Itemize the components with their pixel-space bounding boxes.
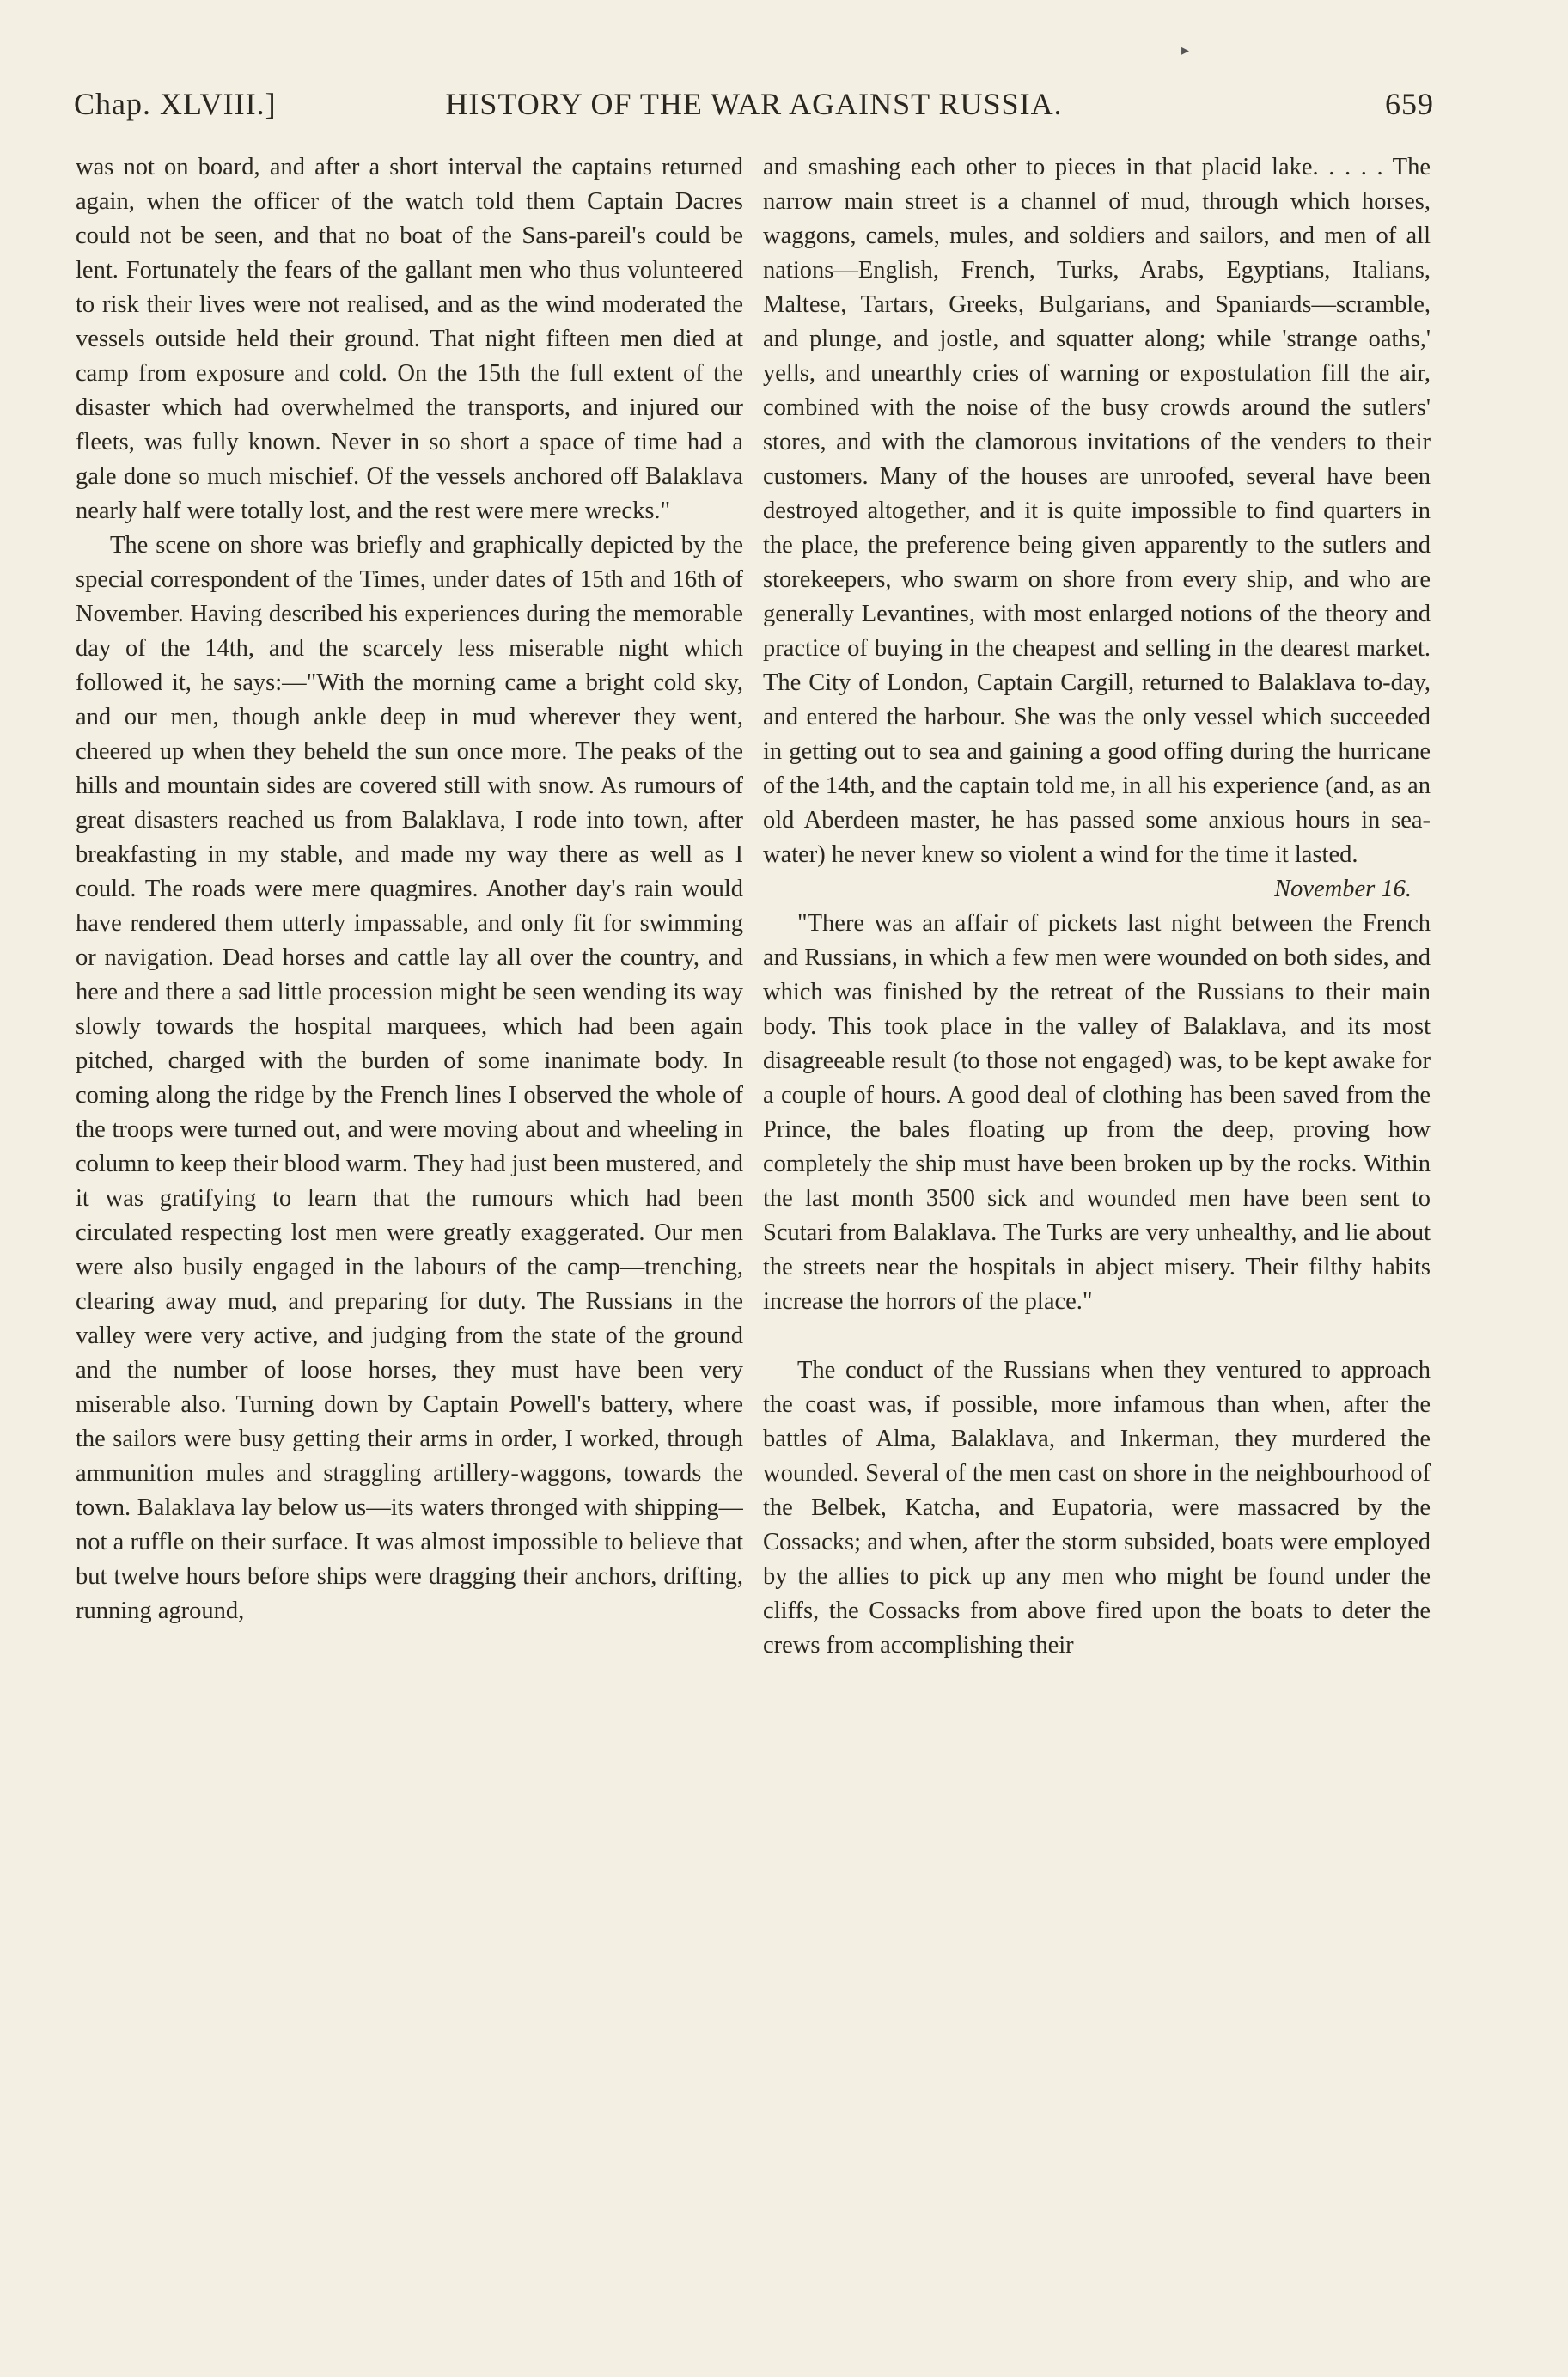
paragraph-spacer xyxy=(763,1319,1431,1353)
paragraph: was not on board, and after a short interval the captains returned again, when the officer of the watch told them Captain Dacres could not be seen, and that no boat of the Sans-pareil's could be lent. Fortunately the fears of the gallant men who thus volunteered to risk their lives were not realised, and as the wind moderated the vessels outside held their ground. That night fifteen men died at camp from exposure and cold. On the 15th the full extent of the disaster which had overwhelmed the transports, and injured our fleets, was fully known. Never in so short a space of time had a gale done so much mischief. Of the vessels anchored off Balaklava nearly half were totally lost, and the rest were mere wrecks." xyxy=(76,154,743,524)
left-column xyxy=(76,150,743,2256)
paragraph: The scene on shore was briefly and graphically depicted by the special correspondent of the Times, under dates of 15th and 16th of November. Having described his experiences during the memorable day of the 14th, and the scarcely less miserable night which followed it, he says:—"With the morning came a bright cold sky, and our men, though ankle deep in mud wherever they went, cheered up when they beheld the sun once more. The peaks of the hills and mountain sides are covered still with snow. As rumours of great disasters reached us from Balaklava, I rode into town, after breakfasting in my stable, and made my way there as well as I could. The roads were mere quagmires. Another day's rain would have rendered them utterly impassable, and only fit for swimming or navigation. Dead horses and cattle lay all over the country, and here and there a sad little procession might be seen wending its way slowly towards the hospital marquees, which had been again pitched, charged with the burden of some inanimate body. In coming along the ridge by the French lines I observed the whole of the troops were turned out, and were moving about and wheeling in column to keep their blood warm. They had just been mustered, and it was gratifying to learn that the rumours which had been circulated respecting lost men were greatly exaggerated. Our men were also busily engaged in the labours of the camp—trenching, clearing away mud, and preparing for duty. The Russians in the valley were very active, and judging from the state of the ground and the number of loose horses, they must have been very miserable also. Turning down by Captain Powell's battery, where the sailors were busy getting their arms in order, I worked, through ammunition mules and straggling artillery-waggons, towards the town. Balaklava lay below us—its waters thronged with shipping—not a ruffle on their surface. It was almost impossible to believe that but twelve hours before ships were dragging their anchors, drifting, running aground, xyxy=(76,532,743,1624)
right-column xyxy=(763,150,1431,2256)
chapter-label: Chap. XLVIII.] xyxy=(74,87,277,121)
dateline: November 16. xyxy=(1274,876,1412,902)
running-header xyxy=(74,86,1434,137)
paragraph: and smashing each other to pieces in that placid lake. . . . . The narrow main street is a channel of mud, through which horses, waggons, camels, mules, and soldiers and sailors, and men of all nations—English, French, Turks, Arabs, Egyptians, Italians, Maltese, Tartars, Greeks, Bulgarians, and Spaniards—scramble, and plunge, and jostle, and squatter along; while 'strange oaths,' yells, and unearthly cries of warning or expostulation fill the air, combined with the noise of the busy crowds around the sutlers' stores, and with the clamorous invitations of the venders to their customers. Many of the houses are unroofed, several have been destroyed altogether, and it is quite impossible to find quarters in the place, the preference being given apparently to the sutlers and storekeepers, who swarm on shore from every ship, and who are generally Levantines, with most enlarged notions of the theory and practice of buying in the cheapest and selling in the dearest market. The City of London, Captain Cargill, returned to Balaklava to-day, and entered the harbour. She was the only vessel which succeeded in getting out to sea and gaining a good offing during the hurricane of the 14th, and the captain told me, in all his experience (and, as an old Aberdeen master, he has passed some anxious hours in sea-water) he never knew so violent a wind for the time it lasted. xyxy=(763,154,1431,868)
paragraph: "There was an affair of pickets last night between the French and Russians, in which a few men were wounded on both sides, and which was finished by the retreat of the Russians to their main body. This took place in the valley of Balaklava, and its most disagreeable result (to those not engaged) was, to be kept awake for a couple of hours. A good deal of clothing has been saved from the Prince, the bales floating up from the deep, proving how completely the ship must have been broken up by the rocks. Within the last month 3500 sick and wounded men have been sent to Scutari from Balaklava. The Turks are very unhealthy, and lie about the streets near the hospitals in abject misery. Their filthy habits increase the horrors of the place." xyxy=(763,910,1431,1315)
print-mark-decoration: ▸ xyxy=(1181,41,1190,58)
page-number: 659 xyxy=(1385,87,1434,121)
running-title: HISTORY OF THE WAR AGAINST RUSSIA. xyxy=(445,87,1063,121)
paragraph: The conduct of the Russians when they ventured to approach the coast was, if possible, more infamous than when, after the battles of Alma, Balaklava, and Inkerman, they murdered the wounded. Several of the men cast on shore in the neighbourhood of the Belbek, Katcha, and Eupatoria, were massacred by the Cossacks; and when, after the storm subsided, boats were employed by the allies to pick up any men who might be found under the cliffs, the Cossacks from above fired upon the boats to deter the crews from accomplishing their xyxy=(763,1357,1431,1659)
